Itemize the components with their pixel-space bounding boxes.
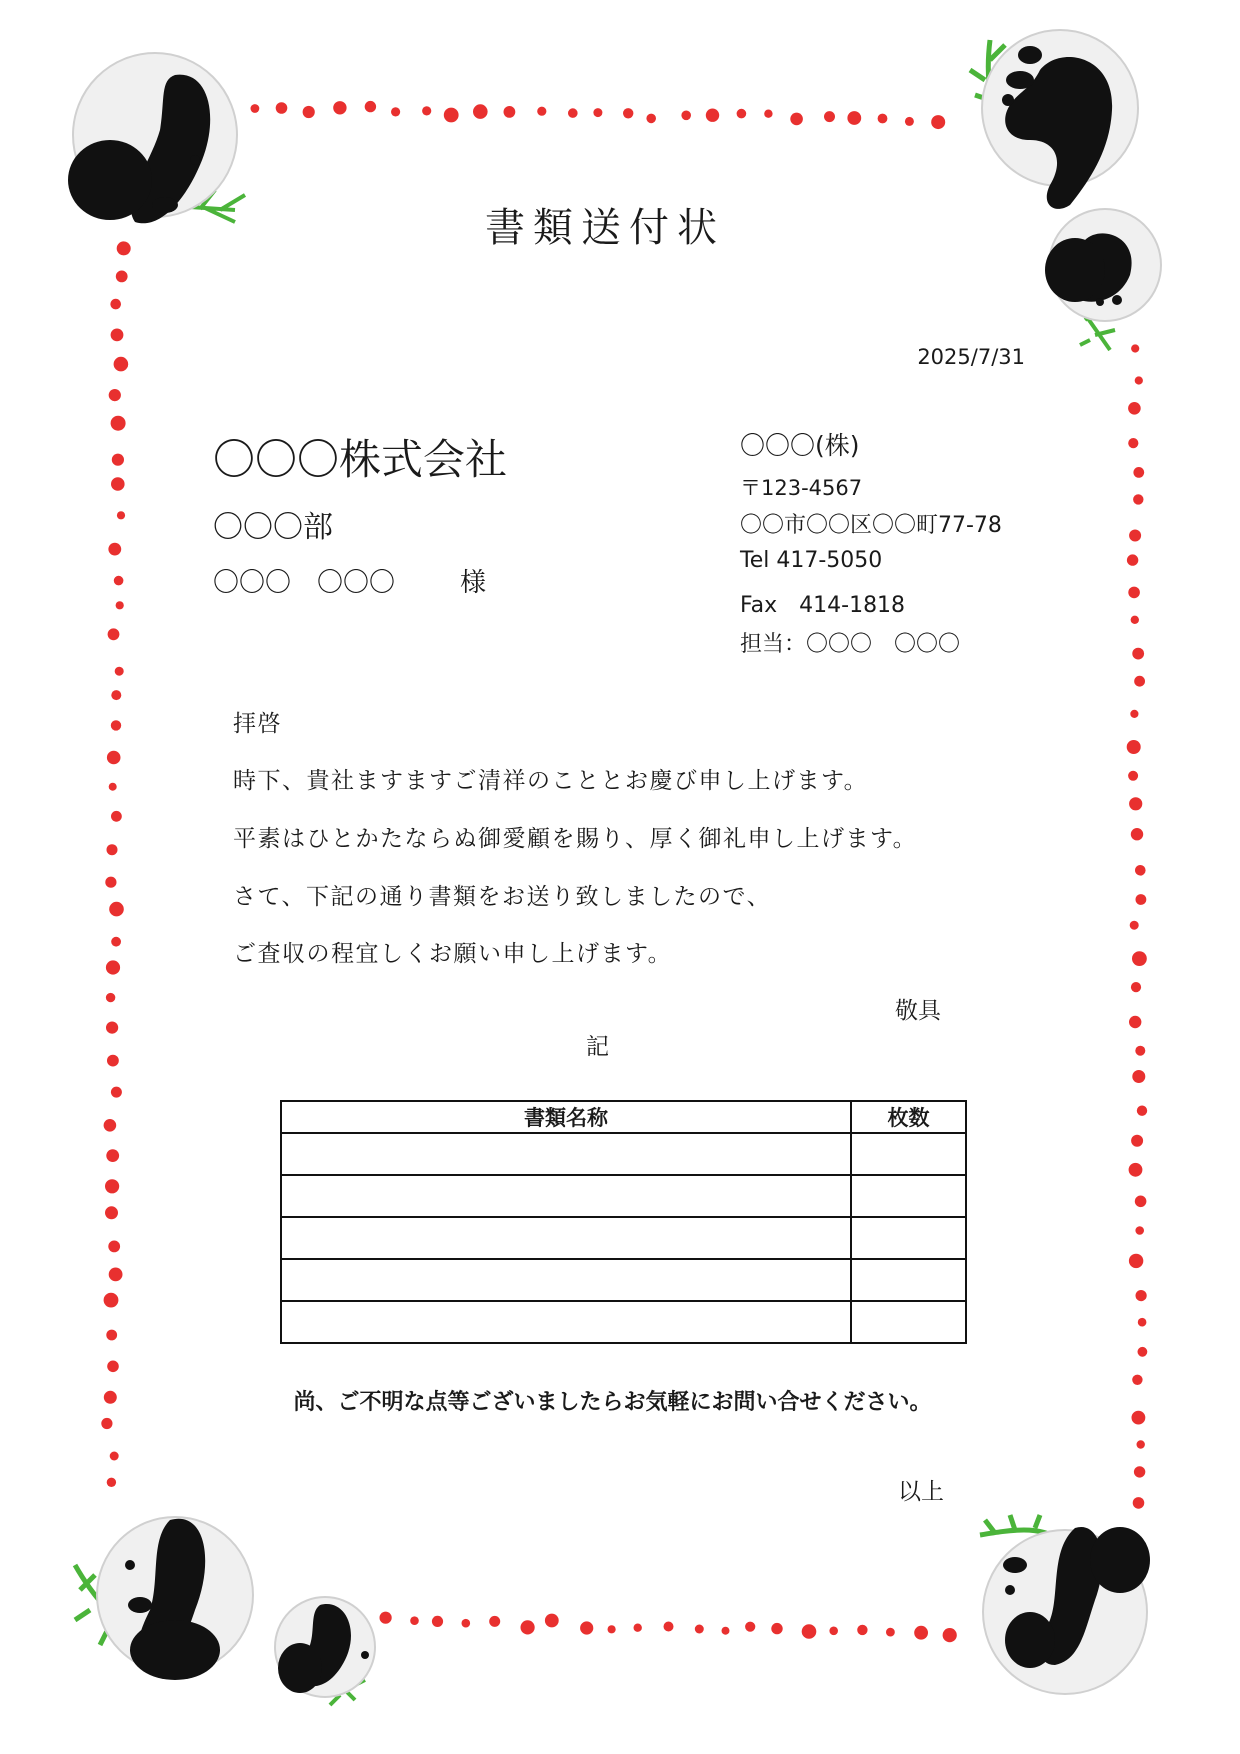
border-dot <box>1135 865 1146 876</box>
border-dot <box>580 1621 593 1634</box>
panda-illustration-bottom-right <box>980 1515 1150 1694</box>
border-dot <box>106 993 115 1002</box>
border-dot <box>116 271 128 283</box>
table-cell-name <box>281 1259 851 1301</box>
border-dot <box>802 1624 817 1639</box>
recipient-honorific: 様 <box>460 568 487 598</box>
border-dot <box>878 114 888 124</box>
border-dot <box>1134 1466 1145 1477</box>
border-dot <box>1129 1163 1143 1177</box>
body-closing: 敬具 <box>895 998 941 1024</box>
border-dot <box>1133 1497 1145 1509</box>
border-dot <box>109 902 124 917</box>
border-dot <box>1138 1347 1148 1357</box>
border-dot <box>115 667 124 676</box>
border-dot <box>1132 1375 1142 1385</box>
table-cell-count <box>851 1217 966 1259</box>
border-dot <box>722 1627 730 1635</box>
border-dot <box>107 1361 119 1373</box>
border-dot <box>608 1625 616 1633</box>
body-line-2: 平素はひとかたならぬ御愛顧を賜り、厚く御礼申し上げます。 <box>233 826 918 852</box>
border-dot <box>111 720 121 730</box>
border-dot <box>111 1087 122 1098</box>
border-dot <box>106 960 120 974</box>
document-date: 2025/7/31 <box>917 345 1025 369</box>
border-dot <box>111 811 122 822</box>
sender-postal: 〒123-4567 <box>740 476 863 500</box>
border-dot <box>1135 1046 1145 1056</box>
border-dot <box>276 102 288 114</box>
sender-address: 〇〇市〇〇区〇〇町77-78 <box>740 513 1002 538</box>
border-dot <box>504 106 516 118</box>
table-cell-count <box>851 1301 966 1343</box>
table-cell-count <box>851 1175 966 1217</box>
border-dot <box>537 107 546 116</box>
border-dot <box>824 111 835 122</box>
border-dot <box>1131 1135 1143 1147</box>
border-dot <box>1133 494 1143 504</box>
sender-company: 〇〇〇(株) <box>740 431 860 460</box>
border-dot <box>111 416 126 431</box>
border-dot <box>1134 676 1145 687</box>
border-dot <box>106 1149 119 1162</box>
border-dot <box>444 108 459 123</box>
body-line-4: ご査収の程宜しくお願い申し上げます。 <box>233 941 673 967</box>
border-dot <box>623 108 633 118</box>
border-dot <box>380 1612 392 1624</box>
border-dot <box>110 1452 119 1461</box>
border-dot <box>634 1624 642 1632</box>
border-dot <box>886 1628 895 1637</box>
table-cell-name <box>281 1217 851 1259</box>
panda-illustration-bottom-left-small <box>275 1597 375 1705</box>
table-row <box>281 1259 966 1301</box>
border-dot <box>1128 402 1141 415</box>
table-cell-name <box>281 1175 851 1217</box>
border-dot <box>111 329 124 342</box>
border-dot <box>101 1418 112 1429</box>
panda-illustration-top-right <box>970 30 1138 209</box>
border-dot <box>1135 1226 1144 1235</box>
border-dot <box>847 111 861 125</box>
border-dot <box>107 1055 119 1067</box>
border-dot <box>112 454 124 466</box>
border-dot <box>109 389 121 401</box>
border-dot <box>1136 1290 1147 1301</box>
document-list-table <box>280 1100 967 1344</box>
column-header-name: 書類名称 <box>281 1101 851 1133</box>
border-dot <box>489 1616 500 1627</box>
border-dot <box>681 111 691 121</box>
sender-tel: Tel 417-5050 <box>740 548 883 573</box>
border-dot <box>1131 828 1143 840</box>
table-row <box>281 1217 966 1259</box>
border-dot <box>108 1241 120 1253</box>
border-dot <box>105 877 116 888</box>
table-row <box>281 1301 966 1343</box>
border-dot <box>1137 1440 1145 1448</box>
border-dot <box>109 1268 123 1282</box>
border-dot <box>333 101 346 114</box>
table-row <box>281 1133 966 1175</box>
border-dot <box>107 751 121 765</box>
border-dot <box>106 1330 117 1341</box>
border-dot <box>1132 1070 1145 1083</box>
end-mark: 以上 <box>898 1479 944 1505</box>
border-dot <box>695 1625 704 1634</box>
border-dot <box>111 937 121 947</box>
border-dot <box>943 1628 957 1642</box>
recipient-company: 〇〇〇株式会社 <box>213 435 508 484</box>
border-dot <box>771 1623 782 1634</box>
border-dot <box>1135 1196 1147 1208</box>
border-dot <box>117 511 125 519</box>
border-dot <box>114 576 124 586</box>
border-dot <box>1135 376 1143 384</box>
border-dot <box>107 1478 116 1487</box>
recipient-department: 〇〇〇部 <box>213 510 333 545</box>
document-title: 書類送付状 <box>485 205 725 251</box>
border-dot <box>106 1022 118 1034</box>
border-dot <box>105 1179 119 1193</box>
border-dot <box>568 108 578 118</box>
border-dot <box>251 104 260 113</box>
border-dot <box>105 1206 118 1219</box>
border-dot <box>737 109 747 119</box>
column-header-count: 枚数 <box>851 1101 966 1133</box>
table-cell-name <box>281 1301 851 1343</box>
body-line-1: 時下、貴社ますますご清祥のこととお慶び申し上げます。 <box>233 768 869 794</box>
border-dot <box>764 110 772 118</box>
border-dot <box>108 628 120 640</box>
border-dot <box>664 1622 674 1632</box>
border-dot <box>1127 554 1138 565</box>
border-dot <box>104 1293 119 1308</box>
border-dot <box>1129 797 1142 810</box>
border-dot <box>1131 344 1139 352</box>
body-opening: 拝啓 <box>233 711 282 737</box>
border-dot <box>1129 1254 1143 1268</box>
border-dot <box>365 101 376 112</box>
border-dot <box>110 299 121 310</box>
border-dot <box>303 106 315 118</box>
border-dot <box>462 1619 471 1628</box>
border-dot <box>1129 1016 1141 1028</box>
table-row <box>281 1175 966 1217</box>
border-dot <box>706 109 719 122</box>
border-dot <box>905 117 914 126</box>
border-dot <box>1136 894 1147 905</box>
table-cell-name <box>281 1133 851 1175</box>
panda-illustration-bottom-left <box>75 1517 253 1680</box>
sender-contact: 担当：〇〇〇 〇〇〇 <box>740 632 961 657</box>
table-cell-count <box>851 1133 966 1175</box>
table-header-row <box>281 1101 966 1133</box>
border-dot <box>931 115 945 129</box>
border-dot <box>104 1119 117 1132</box>
border-dot <box>646 114 656 124</box>
border-dot <box>108 543 121 556</box>
border-dot <box>114 357 129 372</box>
border-dot <box>790 113 803 126</box>
border-dot <box>1131 616 1139 624</box>
border-dot <box>109 783 117 791</box>
border-dot <box>432 1616 443 1627</box>
border-dot <box>829 1627 838 1636</box>
border-dot <box>116 601 124 609</box>
border-dot <box>410 1616 419 1625</box>
border-dot <box>1128 771 1138 781</box>
border-dot <box>1132 648 1144 660</box>
border-dot <box>111 477 125 491</box>
border-dot <box>111 690 121 700</box>
inquiry-note: 尚、ご不明な点等ございましたらお気軽にお問い合せください。 <box>293 1390 932 1415</box>
border-dot <box>1129 530 1141 542</box>
border-dot <box>1132 951 1147 966</box>
border-dot <box>422 106 431 115</box>
border-dot <box>391 107 400 116</box>
body-line-3: さて、下記の通り書類をお送り致しましたので、 <box>233 884 772 910</box>
border-dot <box>1130 710 1138 718</box>
border-dot <box>745 1622 755 1632</box>
sender-fax: Fax 414-1818 <box>740 593 906 618</box>
border-dot <box>857 1625 867 1635</box>
border-dot <box>1127 740 1141 754</box>
border-dot <box>1128 438 1138 448</box>
border-dot <box>1137 1106 1147 1116</box>
border-dot <box>1138 1318 1147 1327</box>
ki-heading: 記 <box>586 1034 609 1060</box>
border-dot <box>914 1626 928 1640</box>
border-dot <box>593 108 602 117</box>
border-dot <box>473 104 488 119</box>
border-dot <box>1133 467 1144 478</box>
border-dot <box>1131 982 1141 992</box>
table-cell-count <box>851 1259 966 1301</box>
border-dot <box>545 1614 559 1628</box>
recipient-person: 〇〇〇 〇〇〇 <box>213 568 396 598</box>
border-dot <box>1130 921 1139 930</box>
border-dot <box>521 1620 535 1634</box>
border-dot <box>1128 587 1140 599</box>
border-dot <box>107 844 118 855</box>
